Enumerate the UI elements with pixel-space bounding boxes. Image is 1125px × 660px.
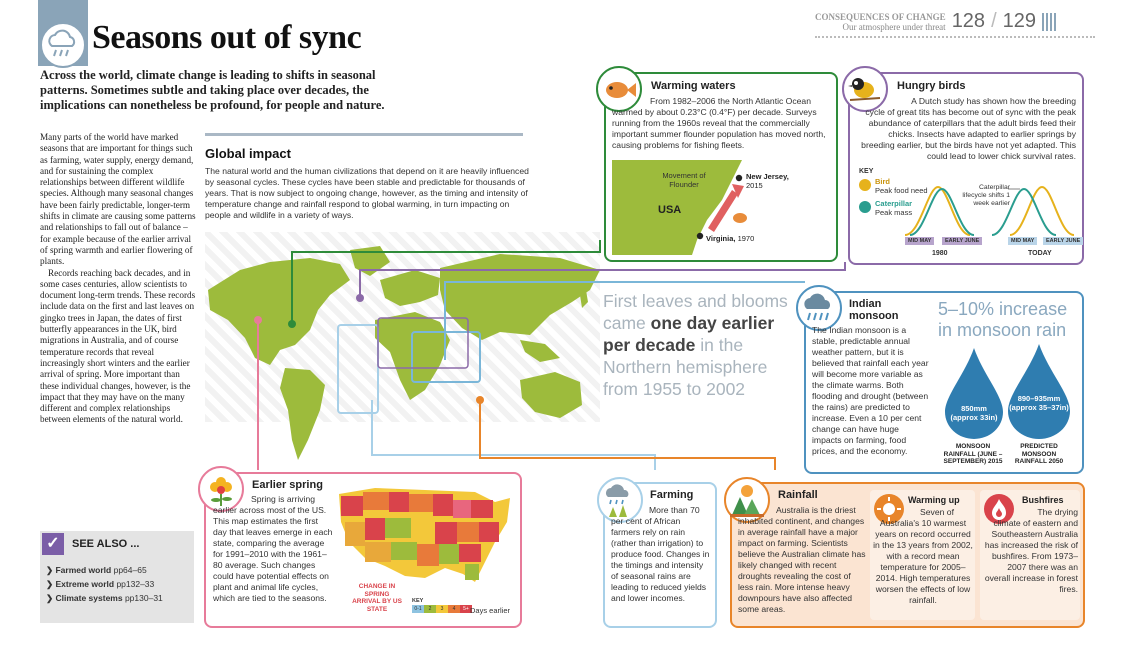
flounder-map [612,160,792,255]
nj-label [746,172,789,190]
year-1980: 1980 [932,250,948,257]
monsoon-title: Indian monsoon [849,298,899,322]
rainfall-text: Australia is the driest inhabited continent, and changes in average rainfall have a major impact on farming. Scientists believe the Australian climate has likely changed with recent droughts revealing the cost of less rain. More intense heavy downpours have also affected some areas. [738,505,866,614]
rainfall-title: Rainfall [778,489,818,501]
leaves-stat-post: in the Northern hemisphere from 1955 to 2002 [603,335,768,399]
warming-waters-text: From 1982–2006 the North Atlantic Ocean warmed by about 0.23°C (0.4°F) per decade. Surveys running from the 1960s reveal that the commercially important summer flounder population has moved north, causing problems for fishing fleets. [612,96,826,150]
page-number-sep: / [991,10,997,32]
bird-key-swatch [859,179,871,191]
drop-2-sub: (approx 35–37in) [1009,403,1069,412]
leaves-stat-bold: one day earlier per decade [603,313,775,355]
drop-2-caption: PREDICTED MONSOON RAINFALL 2050 [1014,443,1064,465]
hungry-birds-text: A Dutch study has shown how the breeding cycle of great tits has become out of sync with the peak abundance of caterpillars that the adult birds feed their chicks. Insects have adapted to earlier springs by breeding earlier, but the birds have not yet adapted. This could lead to lower chick survival rates. [861,96,1076,161]
bird-key-sub: Peak food need [875,186,928,195]
farming-text: More than 70 per cent of African farmers rely on rain (rather than irrigation) to produce food. Changes in the timings and intensity of seasonal rains are leading to reduced yields and lower incomes. [611,505,710,603]
drop-1-caption: MONSOON RAINFALL (JUNE –SEPTEMBER) 2015 [943,443,1003,465]
hungry-birds-title: Hungry birds [897,80,966,92]
global-impact-title: Global impact [205,146,291,161]
checkmark-icon: ✓ [42,533,64,555]
warming-waters-title: Warming waters [651,80,736,92]
us-state-map [335,482,515,592]
page-title: Seasons out of sync [92,19,362,56]
key-swatch-3: 3 [436,605,448,613]
bird-key-name: Bird [875,177,890,186]
monsoon-increase: 5–10% increase in monsoon rain [938,299,1068,340]
key-swatch-0-1: 0-1 [412,605,424,613]
va-label [706,234,754,243]
see-also-title: SEE ALSO ... [72,538,140,550]
connector-rainfall [480,400,775,470]
nj-name: New Jersey, [746,172,789,181]
va-name: Virginia, [706,234,736,243]
warming-up-text: Seven of Australia's 10 warmest years on record occurred in the 13 years from 2002, with a record mean temperature for 2005–2014. High temperatures worsen the effects of low rainfall. [873,507,973,605]
warming-up-title: Warming up [908,495,960,505]
section-label: CONSEQUENCES OF CHANGE [815,11,946,22]
spring-title: Earlier spring [252,479,323,491]
drop-1-label [943,404,1005,422]
spring-text: Spring is arriving earlier across most of the US. This map estimates the first day that leaves emerge in each state, comparing the average for 1991–2010 with the 1961–80 average. Such changes could have potential effects on plant and animal life cycles, which are tied to the seasons. [213,494,333,603]
bird-peak-chart [900,183,1080,243]
drop-1-value: 850mm [961,404,987,413]
arrow-icon: ❯ [46,565,56,575]
tag-early-june-1980: EARLY JUNE [942,237,982,245]
monsoon-text: The Indian monsoon is a stable, predictable annual weather pattern, but it is believed that rainfall each year will become more variable as the climate warms. Both flooding and drought (between the rains) are predicted to increase. Even a 10 per cent change can have huge impacts on farming, food prices, and the economy. [812,325,929,456]
caterpillar-key-name: Caterpillar [875,199,913,208]
global-impact-text: The natural world and the human civilizations that depend on it are heavily influenced by seasonal cycles. These cycles have been stable and predictable for thousands of years. That is now subject to ongoing change, however, as the timing and intensity of temperature change and rainfall respond to global warming, in turn impacting on people and wildlife in a variety of ways. [205,166,529,220]
caterpillar-key-sub: Peak mass [875,208,913,217]
body-para-2: Records reaching back decades, and in some cases centuries, allow scientists to document long-term trends. These records include data on the first and last leaves on gingko trees in Japan, the dates of first butterfly appearances in the UK, bird migrations in Australia, and of course temperature records that reveal increasingly short winters and the earlier arrival of spring. More important than these individual changes, however, is the impact that they may have on the many different and complex relationships between elements of the natural world. [40,267,196,425]
bushfires-text: The drying climate of eastern and Southeastern Australia has increased the risk of bushfires. From 1973–2007 there was an overall increase in forest fires. [984,507,1078,594]
body-para-1: Many parts of the world have marked seasons that are important for things such as farming, water supply, energy demand, and for sustaining the complex relationships between different wildlife species. Although many seasonal changes have been fairly predictable, longer-term shifts in climate are causing some patterns and relationships to fall out of balance – for example because of the earlier arrival of spring warmth and earlier flowering of plants. [40,132,196,267]
key-swatch-4: 4 [448,605,460,613]
drop-2-value: 890–935mm [1017,394,1061,403]
tag-mid-may-today: MID MAY [1008,237,1037,245]
spring-map-caption: CHANGE IN SPRING ARRIVAL BY US STATE [352,583,402,613]
leaves-stat [603,290,798,400]
tag-early-june-today: EARLY JUNE [1043,237,1083,245]
see-also-pages: pp130–31 [124,593,163,603]
nj-year: 2015 [746,181,763,190]
drop-1-sub: (approx 33in) [950,413,998,422]
spring-key-unit: Days earlier [470,606,511,615]
see-also-label: Climate systems [55,593,123,603]
key-swatch-5: 5+ [460,605,472,613]
connector-farming [372,400,655,470]
drop-2-label [1006,394,1072,412]
see-also-pages: pp132–33 [116,579,155,589]
movement-label: Movement of Flounder [662,171,706,189]
caterpillar-key-swatch [859,201,871,213]
shift-note: Caterpillar lifecycle shifts 1 week earlier [962,184,1010,207]
page-number-left: 128 [951,10,986,32]
tag-mid-may-1980: MID MAY [905,237,934,245]
leaves-stat-pre: First leaves and blooms came [603,291,788,333]
map-country-label: USA [658,204,682,216]
see-also-label: Farmed world [55,565,112,575]
arrow-icon: ❯ [46,593,56,603]
drop-1-shape [943,348,1005,440]
arrow-icon: ❯ [46,579,56,589]
drop-2-shape [1006,344,1072,440]
bushfires-title: Bushfires [1022,495,1064,505]
see-also-pages: pp64–65 [113,565,147,575]
key-swatch-2: 2 [424,605,436,613]
intro-text: Across the world, climate change is leading to shifts in seasonal patterns. Sometimes subtle and taking place over decades, the implications can nonetheless be profound, for people and nature. [40,68,385,112]
spring-key-title: KEY [412,598,424,604]
subsection-label: Our atmosphere under threat [842,21,946,32]
va-year: 1970 [737,234,755,243]
see-also-label: Extreme world [55,579,115,589]
year-today: TODAY [1028,250,1052,257]
farming-title: Farming [650,489,694,501]
page-number-right: 129 [1002,10,1036,32]
bird-key-title: KEY [859,168,874,175]
spring-key [412,605,472,613]
